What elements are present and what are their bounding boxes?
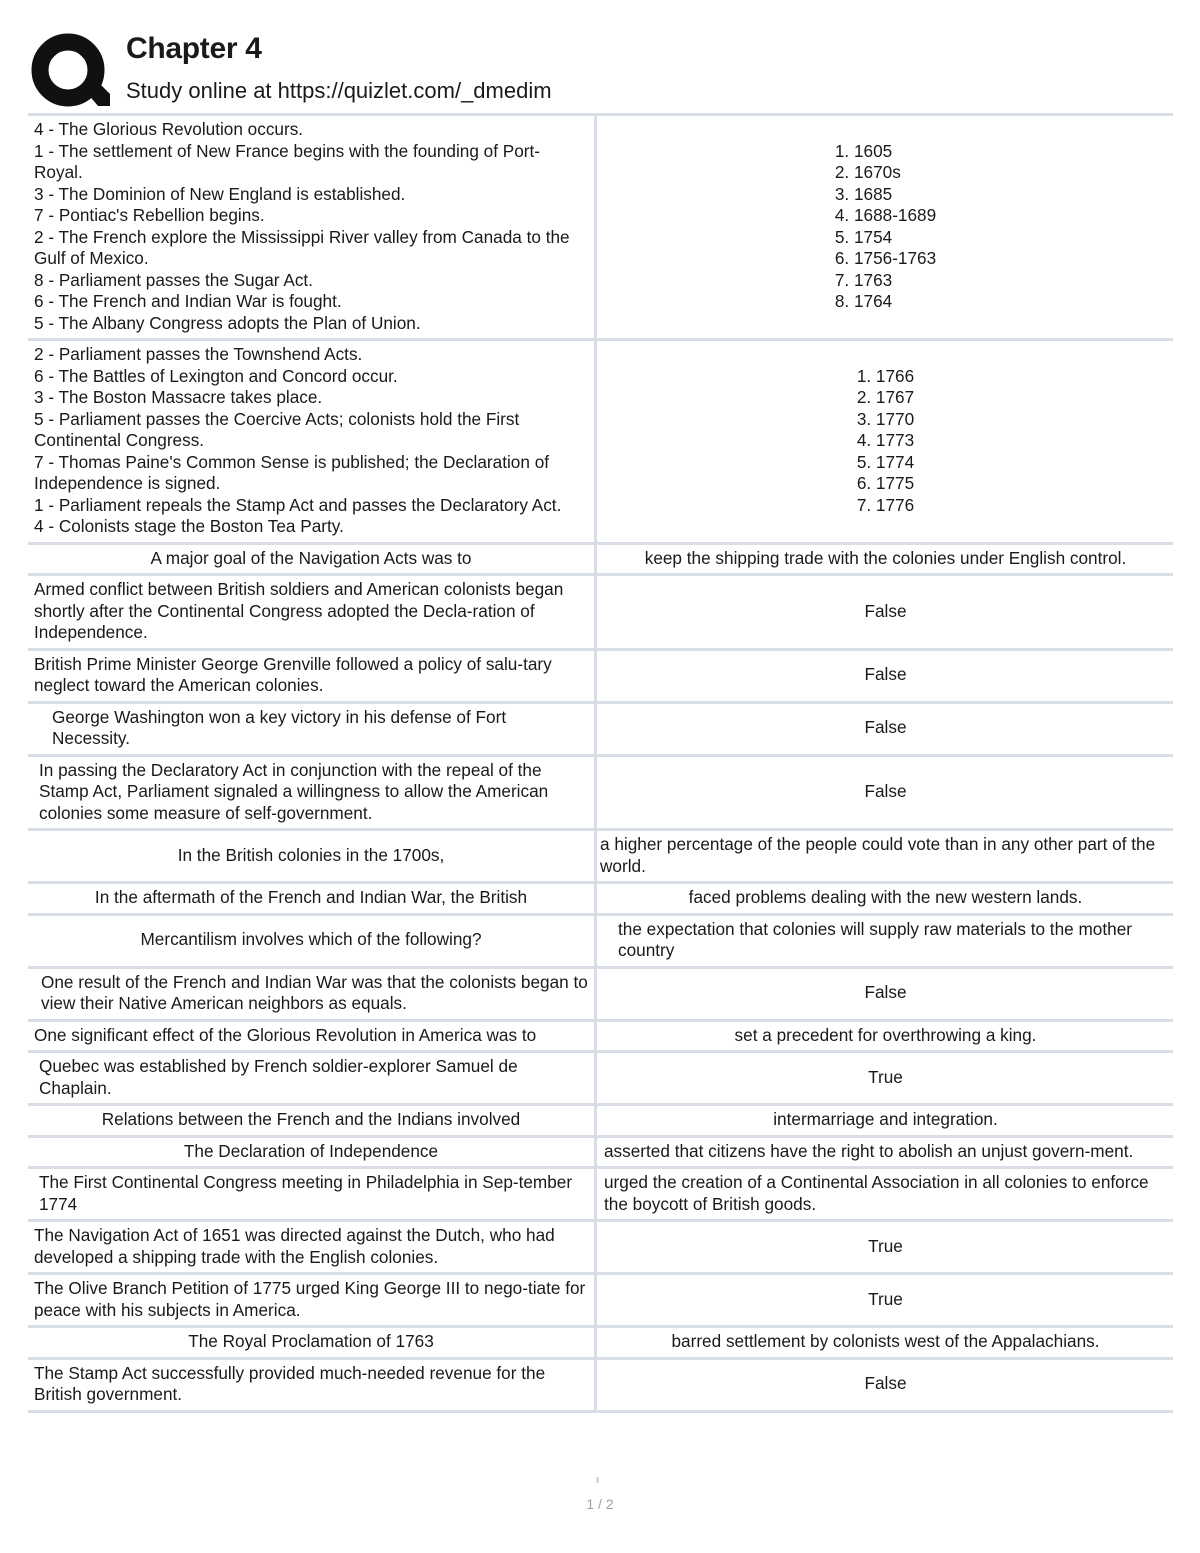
- card-term: Armed conflict between British soldiers and American colonists began shortly after the Continental Congress adopted the Decla-ration of Independence.: [28, 576, 597, 648]
- card-term: Mercantilism involves which of the following?: [28, 916, 597, 966]
- card-term: Quebec was established by French soldier-explorer Samuel de Chaplain.: [28, 1053, 597, 1103]
- card-definition: True: [868, 1066, 903, 1087]
- sequence-term: 8 - Parliament passes the Sugar Act.: [34, 269, 313, 290]
- card-definition: True: [868, 1235, 903, 1256]
- sequence-term: 1 - The settlement of New France begins with the founding of Port-Royal.: [34, 140, 541, 182]
- flashcard-row: [28, 573, 1173, 648]
- sequence-date: 6. 1756-1763: [834, 248, 937, 268]
- page-title: Chapter 4: [126, 32, 262, 65]
- sequence-date: 5. 1754: [834, 226, 893, 247]
- card-definition: intermarriage and integration.: [773, 1109, 998, 1129]
- sequence-term: 2 - Parliament passes the Townshend Acts.: [34, 344, 363, 364]
- card-term: George Washington won a key victory in his defense of Fort Necessity.: [28, 704, 597, 754]
- flashcard-row: [28, 881, 1173, 913]
- sequence-term: 6 - The Battles of Lexington and Concord occur.: [34, 365, 398, 386]
- sequence-date: 3. 1685: [834, 183, 893, 204]
- sequence-date: 7. 1776: [856, 494, 915, 515]
- quizlet-logo-icon: [30, 32, 110, 112]
- flashcard-row: [28, 1357, 1173, 1413]
- sequence-card: [28, 338, 1173, 542]
- card-term: The Navigation Act of 1651 was directed against the Dutch, who had developed a shipping trade with the English colonies.: [28, 1222, 597, 1272]
- sequence-term: 7 - Thomas Paine's Common Sense is published; the Declaration of Independence is signed.: [34, 451, 554, 493]
- flashcard-row: [28, 966, 1173, 1019]
- card-term: The First Continental Congress meeting in Philadelphia in Sep-tember 1774: [28, 1169, 597, 1219]
- flashcard-row: [28, 1166, 1173, 1219]
- card-definition: faced problems dealing with the new western lands.: [688, 887, 1083, 907]
- sequence-card: [28, 113, 1173, 338]
- sequence-dates: [597, 341, 1173, 542]
- card-definition: the expectation that colonies will supply raw materials to the mother country: [618, 918, 1132, 960]
- card-definition: False: [864, 982, 907, 1003]
- card-definition: False: [864, 1373, 907, 1394]
- card-definition: False: [864, 781, 907, 801]
- study-online-link[interactable]: Study online at https://quizlet.com/_dmedim: [126, 78, 552, 103]
- sequence-term: 2 - The French explore the Mississippi River valley from Canada to the Gulf of Mexico.: [34, 226, 575, 268]
- card-term: A major goal of the Navigation Acts was to: [28, 545, 597, 574]
- flashcard-row: [28, 1019, 1173, 1051]
- card-term: Relations between the French and the Indians involved: [28, 1106, 597, 1135]
- card-definition: True: [868, 1288, 903, 1309]
- flashcard-row: [28, 1050, 1173, 1103]
- sequence-date: 1. 1766: [856, 365, 915, 386]
- flashcard-row: [28, 913, 1173, 966]
- sequence-term: 1 - Parliament repeals the Stamp Act and passes the Declaratory Act.: [34, 494, 562, 515]
- sequence-dates: [597, 116, 1173, 338]
- flashcard-table: [28, 113, 1173, 1413]
- sequence-terms: [28, 341, 597, 542]
- card-term: The Stamp Act successfully provided much-needed revenue for the British government.: [28, 1360, 597, 1410]
- sequence-date: 6. 1775: [856, 473, 915, 493]
- card-definition: False: [864, 600, 907, 621]
- sequence-date: 2. 1767: [856, 387, 915, 407]
- card-definition: keep the shipping trade with the colonies under English control.: [644, 547, 1127, 568]
- card-term: One significant effect of the Glorious Revolution in America was to: [28, 1022, 597, 1051]
- card-definition: False: [864, 717, 907, 738]
- card-term: The Royal Proclamation of 1763: [28, 1328, 597, 1357]
- card-term: The Declaration of Independence: [28, 1138, 597, 1167]
- sequence-term: 5 - Parliament passes the Coercive Acts; colonists hold the First Continental Congress.: [34, 408, 525, 450]
- flashcard-row: [28, 701, 1173, 754]
- column-divider-stub: [596, 1477, 599, 1483]
- sequence-date: 5. 1774: [856, 451, 915, 472]
- sequence-term: 6 - The French and Indian War is fought.: [34, 291, 342, 311]
- sequence-date: 2. 1670s: [834, 162, 901, 182]
- sequence-date: 3. 1770: [856, 408, 915, 429]
- sequence-terms: [28, 116, 597, 338]
- card-definition: barred settlement by colonists west of the Appalachians.: [671, 1331, 1100, 1351]
- flashcard-row: [28, 1325, 1173, 1357]
- sequence-term: 5 - The Albany Congress adopts the Plan of Union.: [34, 312, 421, 333]
- flashcard-row: [28, 1103, 1173, 1135]
- sequence-term: 3 - The Dominion of New England is established.: [34, 183, 406, 204]
- sequence-date: 1. 1605: [834, 140, 893, 161]
- card-term: The Olive Branch Petition of 1775 urged King George III to nego-tiate for peace with his subjects in America.: [28, 1275, 597, 1325]
- card-term: In the British colonies in the 1700s,: [28, 831, 597, 881]
- card-term: In passing the Declaratory Act in conjunction with the repeal of the Stamp Act, Parliament signaled a willingness to allow the American colonies some measure of self-government.: [28, 757, 597, 829]
- card-definition: a higher percentage of the people could vote than in any other part of the world.: [600, 834, 1156, 876]
- card-term: One result of the French and Indian War was that the colonists began to view their Native American neighbors as equals.: [28, 969, 597, 1019]
- flashcard-row: [28, 1219, 1173, 1272]
- sequence-date: 4. 1773: [856, 430, 915, 450]
- flashcard-row: [28, 754, 1173, 829]
- sequence-date: 8. 1764: [834, 291, 893, 311]
- card-term: British Prime Minister George Grenville followed a policy of salu-tary neglect toward the American colonies.: [28, 651, 597, 701]
- sequence-date: 4. 1688-1689: [834, 205, 937, 225]
- flashcard-row: [28, 542, 1173, 574]
- card-term: In the aftermath of the French and Indian War, the British: [28, 884, 597, 913]
- sequence-term: 4 - The Glorious Revolution occurs.: [34, 119, 304, 139]
- page-number: 1 / 2: [586, 1496, 614, 1512]
- card-definition: False: [864, 664, 907, 685]
- page-header: [28, 28, 1172, 112]
- flashcard-row: [28, 1272, 1173, 1325]
- card-definition: set a precedent for overthrowing a king.: [734, 1024, 1037, 1045]
- card-definition: urged the creation of a Continental Association in all colonies to enforce the boycott of British goods.: [604, 1172, 1149, 1214]
- flashcard-row: [28, 828, 1173, 881]
- sequence-term: 4 - Colonists stage the Boston Tea Party.: [34, 516, 344, 536]
- flashcard-row: [28, 1135, 1173, 1167]
- sequence-term: 3 - The Boston Massacre takes place.: [34, 387, 323, 407]
- flashcard-row: [28, 648, 1173, 701]
- sequence-term: 7 - Pontiac's Rebellion begins.: [34, 205, 265, 225]
- card-definition: asserted that citizens have the right to abolish an unjust govern-ment.: [604, 1140, 1134, 1161]
- sequence-date: 7. 1763: [834, 269, 893, 290]
